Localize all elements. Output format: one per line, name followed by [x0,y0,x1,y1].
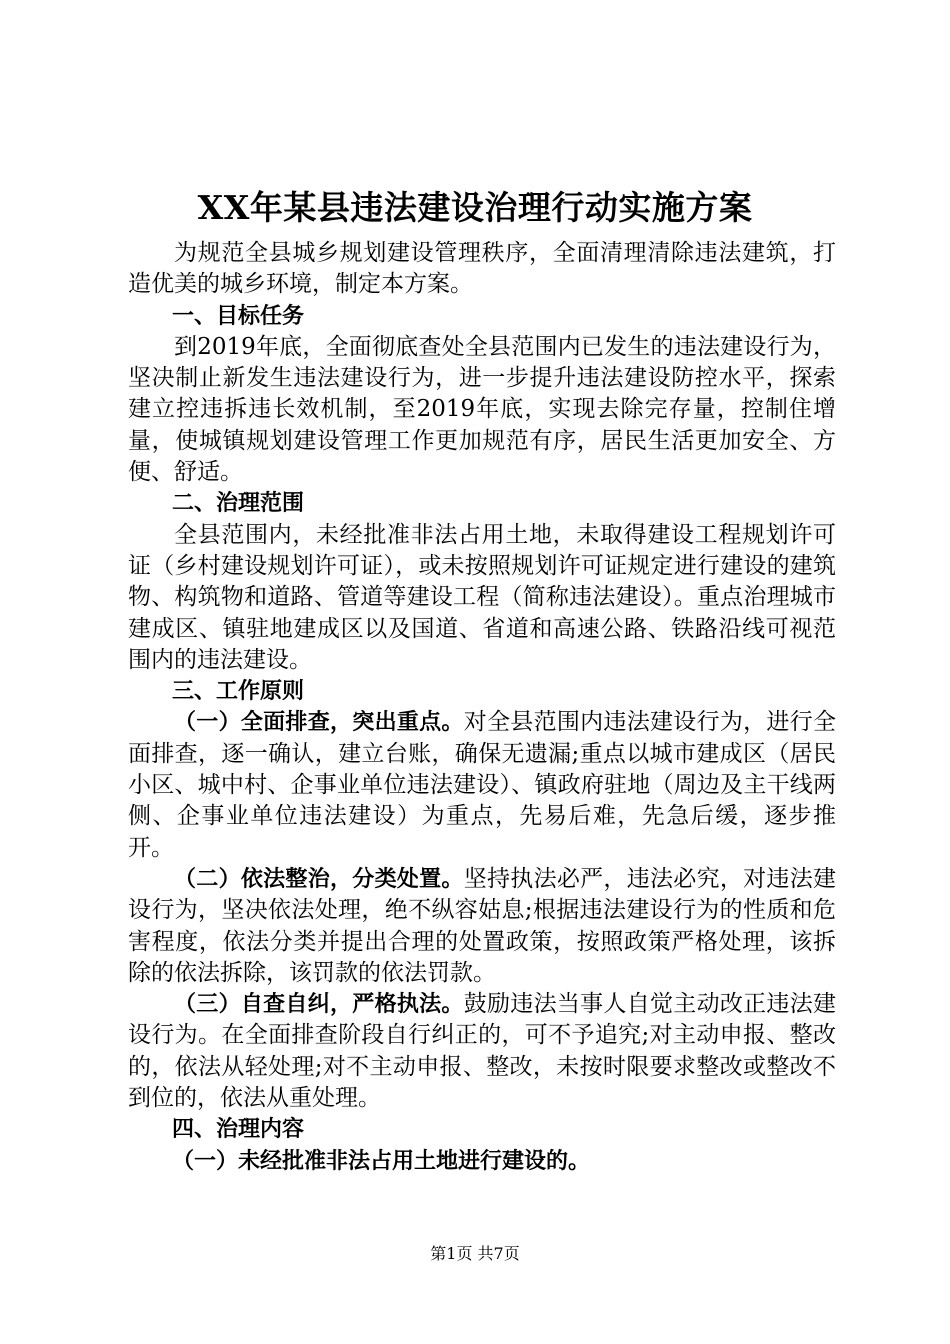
section-paragraph-goals: 到2019年底，全面彻底查处全县范围内已发生的违法建设行为，坚决制止新发生违法建设行为，进一步提升违法建设防控水平，探索建立控违拆违长效机制，至2019年底，实现去除完存量，控制住增量，使城镇规划建设管理工作更加规范有序，居民生活更加安全、方便、舒适。 [128,333,836,486]
principle-paragraph-2 [128,864,836,989]
principle-lead-1: （一）全面排查，突出重点。 [174,710,464,736]
principle-text-2: 坚持执法必严，违法必究，对违法建设行为，坚决依法处理，绝不纵容姑息;根据违法建设行为的性质和危害程度，依法分类并提出合理的处置政策，按照政策严格处理，该拆除的依法拆除，该罚款的依法罚款。 [128,865,836,986]
section-heading-content: 四、治理内容 [172,1117,305,1143]
principle-lead-2: （二）依法整治，分类处置。 [174,866,464,892]
principle-lead-3: （三）自查自纠，严格执法。 [174,992,464,1018]
intro-paragraph: 为规范全县城乡规划建设管理秩序，全面清理清除违法建筑，打造优美的城乡环境，制定本方案。 [128,240,836,298]
section-heading-principles: 三、工作原则 [172,679,305,705]
principle-text-3: 鼓励违法当事人自觉主动改正违法建设行为。在全面排查阶段自行纠正的，可不予追究;对主动申报、整改的，依法从轻处理;对不主动申报、整改，未按时限要求整改或整改不到位的，依法从重处理。 [128,991,836,1112]
page-footer: 第1页 共7页 [430,1244,520,1263]
document-body [128,238,836,1177]
principle-paragraph-3 [128,989,836,1114]
section-heading-scope: 二、治理范围 [172,491,305,517]
content-subheading-1: （一）未经批准非法占用土地进行建设的。 [172,1148,591,1174]
document-title: XX年某县违法建设治理行动实施方案 [197,188,753,227]
section-heading-goals: 一、目标任务 [172,303,305,329]
principle-paragraph-1 [128,707,836,863]
principle-text-1: 对全县范围内违法建设行为，进行全面排查，逐一确认，建立台账，确保无遗漏;重点以城市建成区（居民小区、城中村、企事业单位违法建设）、镇政府驻地（周边及主干线两侧、企事业单位违法建设）为重点，先易后难，先急后缓，逐步推开。 [128,709,836,861]
section-paragraph-scope: 全县范围内，未经批准非法占用土地，未取得建设工程规划许可证（乡村建设规划许可证），或未按照规划许可证规定进行建设的建筑物、构筑物和道路、管道等建设工程（简称违法建设）。重点治理城市建成区、镇驻地建成区以及国道、省道和高速公路、铁路沿线可视范围内的违法建设。 [128,521,836,673]
